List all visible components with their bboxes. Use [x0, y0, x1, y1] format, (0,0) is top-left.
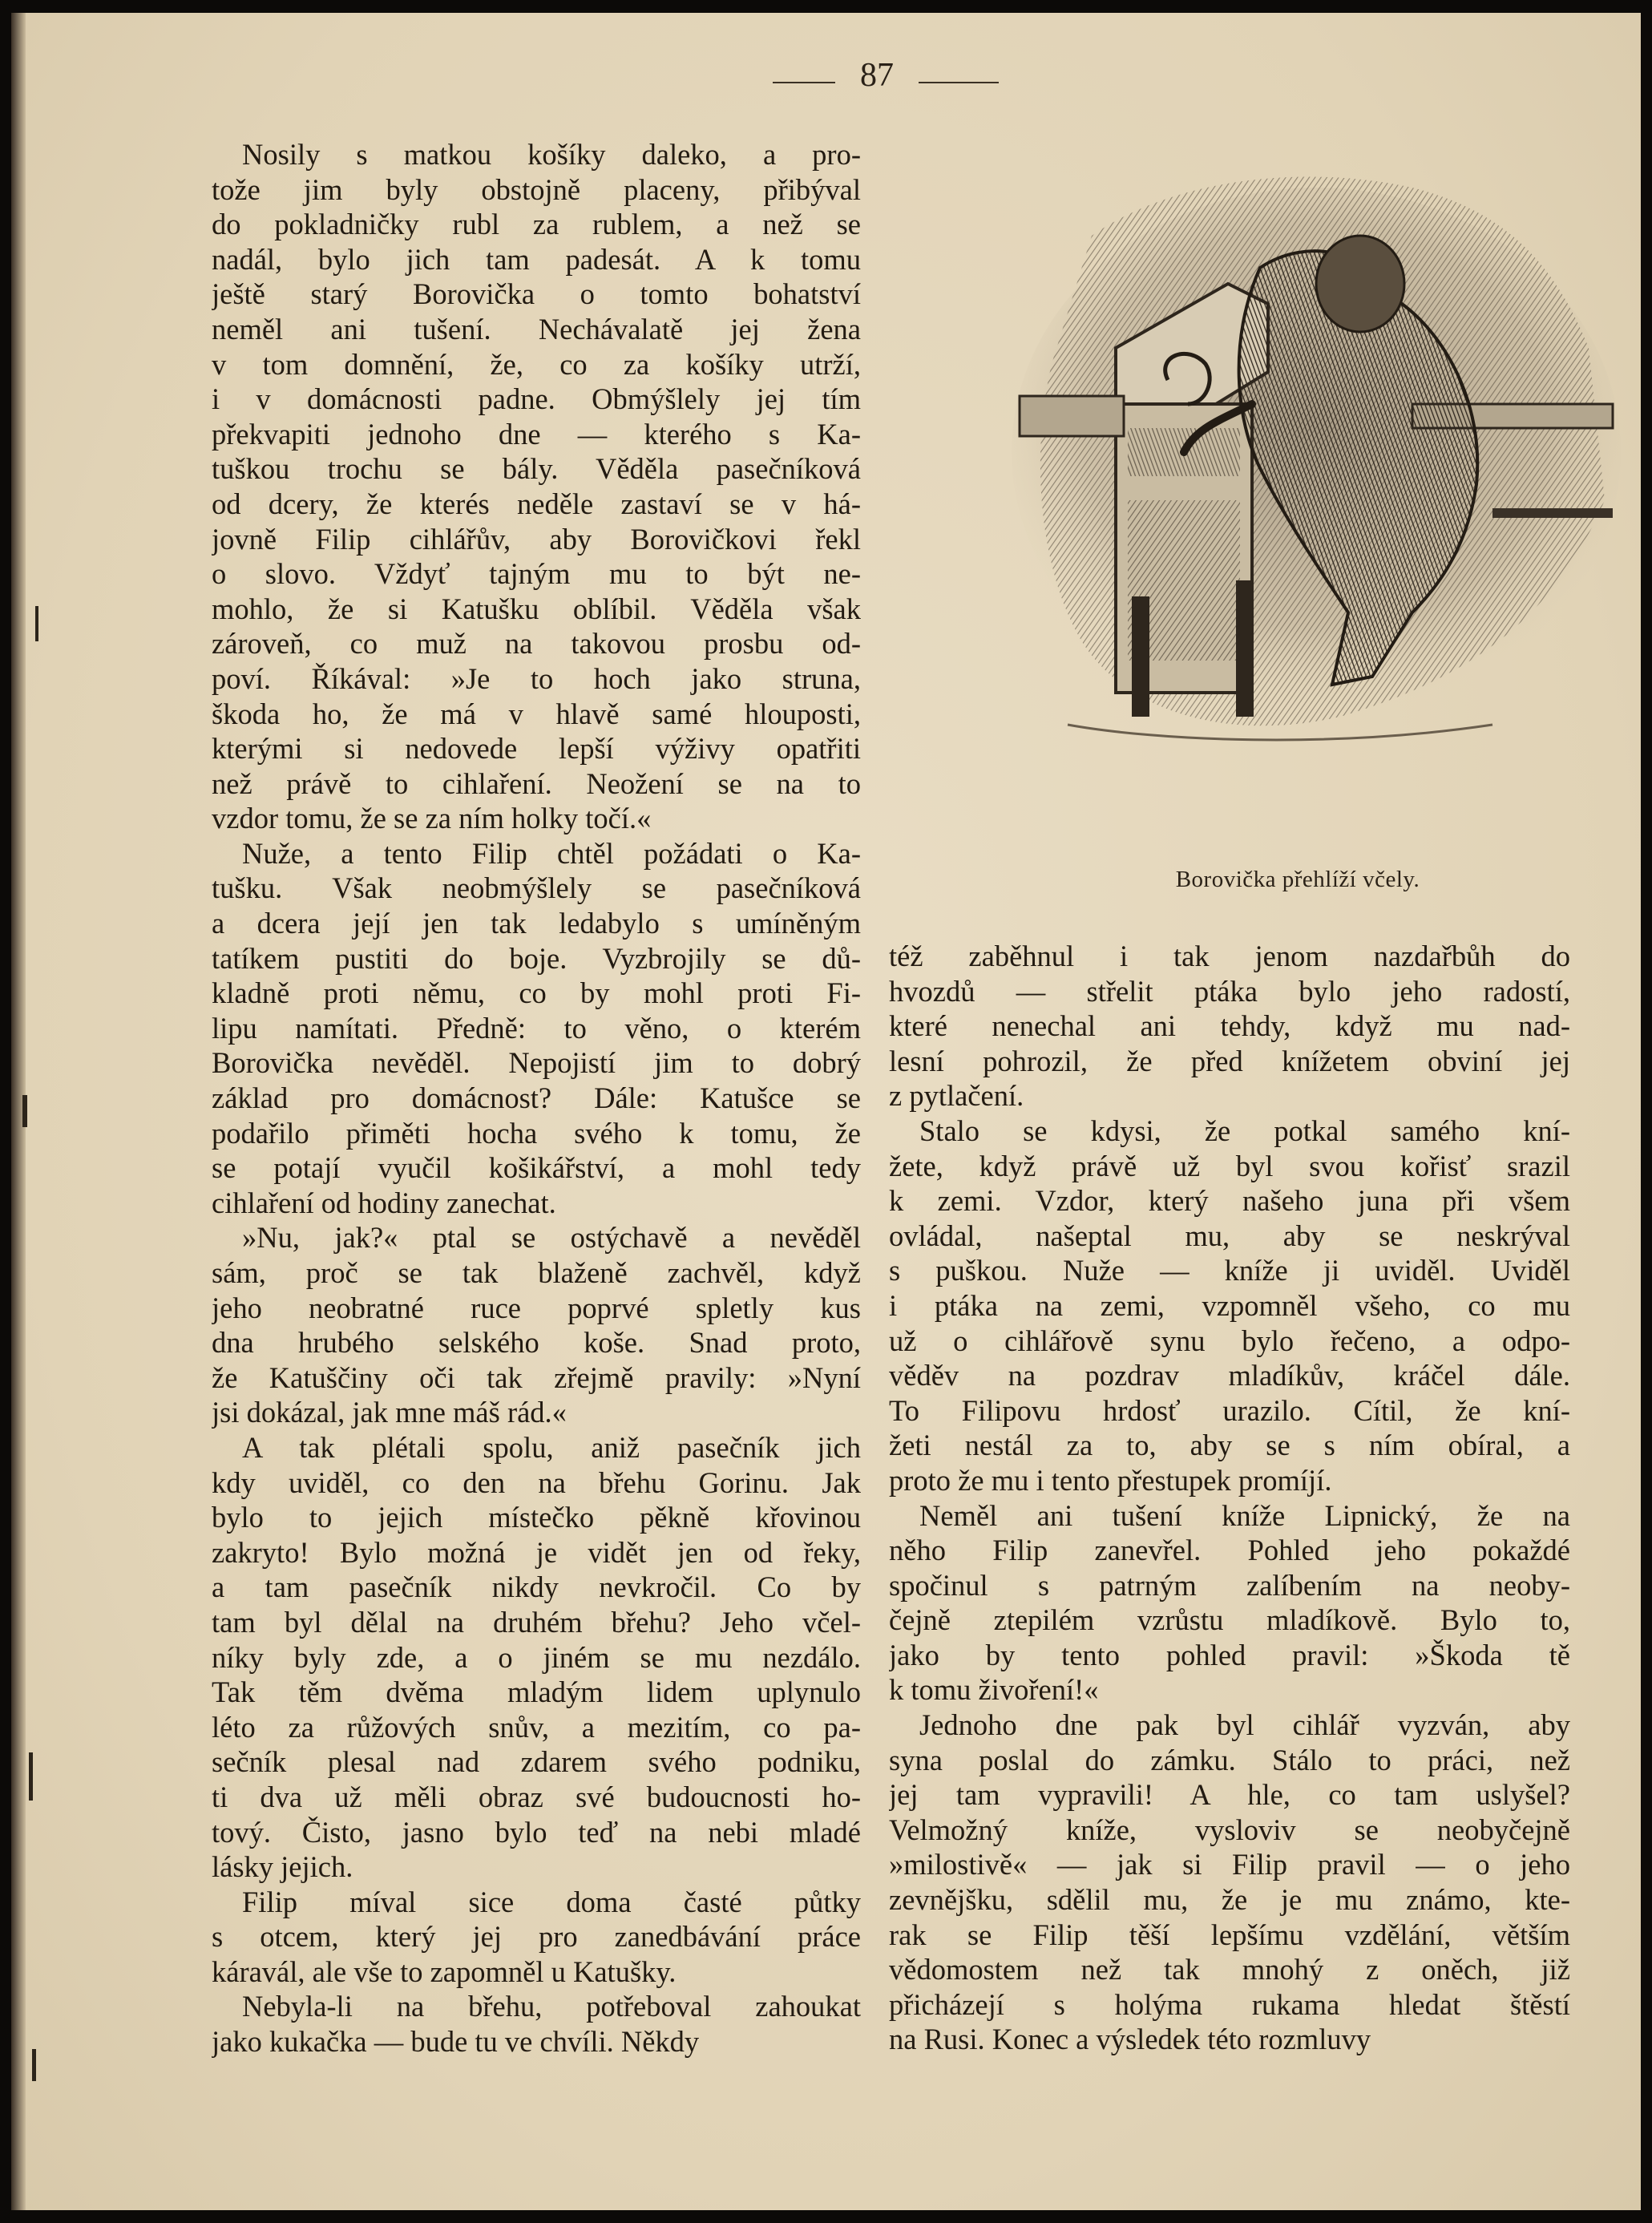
text-line: jako kukačka — bude tu ve chvíli. Někdy: [212, 2025, 700, 2059]
text-line: »Nu, jak?« ptal se ostýchavě a nevěděl: [242, 1221, 861, 1255]
text-line: škoda ho, že má v hlavě samé hlouposti,: [212, 697, 861, 730]
margin-speck: [22, 1095, 27, 1127]
text-line: To Filipovu hrdosť urazilo. Cítil, že kní-: [889, 1393, 1570, 1427]
text-line: základ pro domácnost? Dále: Katušce se: [212, 1081, 861, 1115]
text-line: kladně proti němu, co by mohl proti Fi-: [212, 976, 861, 1010]
text-line: poví. Říkával: »Je to hoch jako struna,: [212, 661, 861, 695]
text-line: zakryto! Bylo možná je vidět jen od řeky,: [212, 1535, 861, 1569]
header-rule-left: [773, 82, 835, 83]
text-line: o slovo. Vždyť tajným mu to být ne-: [212, 557, 861, 591]
text-line: žeti nestál za to, aby se s ním obíral, a: [889, 1429, 1570, 1462]
text-line: jsi dokázal, jak mne máš rád.«: [212, 1396, 567, 1429]
text-line: tam byl dělal na druhém břehu? Jeho včel-: [212, 1605, 861, 1639]
text-line: Neměl ani tušení kníže Lipnický, že na: [919, 1498, 1570, 1532]
text-line: tušku. Však neobmýšlely se pasečníková: [212, 871, 861, 905]
text-line: tový. Čisto, jasno bylo teď na nebi mladé: [212, 1815, 861, 1849]
text-line: Velmožný kníže, vysloviv se neobyčejně: [889, 1813, 1570, 1846]
text-line: tože jim byly obstojně placeny, přibýval: [212, 172, 861, 206]
text-line: kterými si nedovede lepší výživy opatřiti: [212, 732, 861, 766]
text-line: že Katuščiny oči tak zřejmě pravily: »Nyní: [212, 1360, 861, 1394]
text-line: rak se Filip těší lepšímu vzdělání, větším: [889, 1918, 1570, 1951]
text-line: od dcery, že kterés neděle zastaví se v há-: [212, 487, 861, 520]
text-line: se potají vyučil košikářství, a mohl tedy: [212, 1151, 861, 1185]
text-line: jovně Filip cihlářův, aby Borovičkovi řekl: [212, 522, 861, 556]
text-line: v tom domnění, že, co za košíky utrží,: [212, 347, 861, 381]
text-line: kdy uviděl, co den na břehu Gorinu. Jak: [212, 1465, 861, 1499]
text-line: s otcem, který jej pro zanedbávání práce: [212, 1920, 861, 1954]
page-number: 87: [860, 57, 894, 94]
text-line: Nebyla-li na břehu, potřeboval zahoukat: [242, 1990, 861, 2023]
text-line: jej tam vypravili! A hle, co tam uslyšel?: [889, 1778, 1570, 1812]
text-line: tatíkem pustiti do boje. Vyzbrojily se dů-: [212, 941, 861, 975]
book-page: [11, 13, 1641, 2210]
figure-caption: Borovička přehlíží včely.: [1175, 867, 1420, 892]
right-text-column: [889, 939, 1570, 2057]
text-line: a dcera její jen tak ledabylo s umíněným: [212, 907, 861, 940]
text-line: a tam pasečník nikdy nevkročil. Co by: [212, 1570, 861, 1604]
text-line: spočinul s patrným zalíbením na neoby-: [889, 1568, 1570, 1602]
text-line: k tomu živoření!«: [889, 1673, 1099, 1707]
text-line: neměl ani tušení. Nechávalatě jej žena: [212, 312, 861, 346]
page-header: [749, 56, 1005, 104]
text-line: nadál, bylo jich tam padesát. A k tomu: [212, 242, 861, 276]
text-line: už o cihlářově synu bylo řečeno, a odpo-: [889, 1324, 1570, 1357]
text-line: z pytlačení.: [889, 1079, 1024, 1113]
margin-speck: [32, 2049, 36, 2081]
text-line: na Rusi. Konec a výsledek této rozmluvy: [889, 2023, 1371, 2056]
text-line: Jednoho dne pak byl cihlář vyzván, aby: [919, 1708, 1570, 1742]
text-line: jeho neobratné ruce poprvé spletly kus: [212, 1291, 861, 1324]
text-line: i ptáka na zemi, vzpomněl všeho, co mu: [889, 1288, 1570, 1322]
text-line: věděv na pozdrav mladíkův, kráčel dále.: [889, 1359, 1570, 1392]
text-line: též zaběhnul i tak jenom nazdařbůh do: [889, 940, 1570, 972]
text-line: tuškou trochu se bály. Věděla pasečníková: [212, 452, 861, 486]
text-line: vzdor tomu, že se za ním holky točí.«: [212, 802, 652, 835]
text-line: jako by tento pohled pravil: »Škoda tě: [889, 1638, 1570, 1671]
text-line: překvapiti jednoho dne — kterého s Ka-: [212, 417, 861, 451]
text-line: podařilo přiměti hocha svého k tomu, že: [212, 1116, 861, 1150]
text-line: ti dva už měli obraz své budoucnosti ho-: [212, 1780, 861, 1813]
text-line: Nuže, a tento Filip chtěl požádati o Ka-: [242, 836, 861, 870]
text-line: zevnějšku, sdělil mu, že je mu známo, kte-: [889, 1883, 1570, 1917]
text-line: přicházejí s holýma rukama hledat štěstí: [889, 1987, 1570, 2021]
text-line: dna hrubého selského koše. Snad proto,: [212, 1326, 861, 1360]
text-line: s puškou. Nuže — kníže ji uviděl. Uviděl: [889, 1254, 1570, 1287]
engraving-man-at-beehive-illustration: [996, 164, 1629, 781]
text-line: Borovička nevěděl. Nepojistí jim to dobrý: [212, 1046, 861, 1080]
text-line: i v domácnosti padne. Obmýšlely jej tím: [212, 382, 861, 416]
illustration: [996, 164, 1629, 781]
text-line: níky byly zde, a o jiném se mu nezdálo.: [212, 1640, 861, 1674]
text-line: Nosily s matkou košíky daleko, a pro-: [242, 138, 861, 171]
text-line: něho Filip zanevřel. Pohled jeho pokaždé: [889, 1534, 1570, 1567]
text-line: ovládal, našeptal mu, aby se neskrýval: [889, 1219, 1570, 1252]
text-line: Filip míval sice doma časté půtky: [242, 1885, 861, 1918]
text-line: A tak plétali spolu, aniž pasečník jich: [242, 1430, 861, 1464]
text-line: do pokladničky rubl za rublem, a než se: [212, 208, 861, 241]
text-line: vědomostem než tak mnohý z oněch, již: [889, 1953, 1570, 1987]
text-line: mohlo, že si Katušku oblíbil. Věděla však: [212, 592, 861, 625]
text-line: sám, proč se tak blaženě zachvěl, když: [212, 1256, 861, 1289]
text-line: cihlaření od hodiny zanechat.: [212, 1186, 556, 1219]
text-line: lipu namítati. Předně: to věno, o kterém: [212, 1011, 861, 1045]
text-line: sečník plesal nad zdarem svého podniku,: [212, 1745, 861, 1779]
header-rule-right: [919, 82, 999, 83]
text-line: ještě starý Borovička o tomto bohatství: [212, 277, 861, 311]
text-line: »milostivě« — jak si Filip pravil — o jeho: [889, 1848, 1570, 1881]
left-text-column: [212, 137, 861, 2059]
text-line: káravál, ale vše to zapomněl u Katušky.: [212, 1954, 677, 1988]
text-line: syna poslal do zámku. Stálo to práci, než: [889, 1743, 1570, 1776]
margin-speck: [35, 606, 38, 641]
text-line: k zemi. Vzdor, který našeho juna při všem: [889, 1184, 1570, 1218]
text-line: lesní pohrozil, že před knížetem obviní jej: [889, 1044, 1570, 1077]
text-line: které nenechal ani tehdy, když mu nad-: [889, 1009, 1570, 1043]
text-line: zároveň, co muž na takovou prosbu od-: [212, 627, 861, 661]
text-line: proto že mu i tento přestupek promíjí.: [889, 1463, 1332, 1497]
text-line: než právě to cihlaření. Neožení se na to: [212, 766, 861, 800]
text-line: hvozdů — střelit ptáka bylo jeho radostí,: [889, 974, 1570, 1008]
margin-speck: [29, 1752, 33, 1801]
text-line: Stalo se kdysi, že potkal samého kní-: [919, 1114, 1570, 1147]
text-line: čejně ztepilém vzrůstu mladíkově. Bylo to,: [889, 1603, 1570, 1637]
text-line: léto za růžových snův, a mezitím, co pa-: [212, 1710, 861, 1744]
text-line: lásky jejich.: [212, 1850, 353, 1884]
text-line: žete, když právě už byl svou kořisť srazil: [889, 1149, 1570, 1182]
text-line: bylo to jejich místečko pěkně křovinou: [212, 1501, 861, 1534]
text-line: Tak těm dvěma mladým lidem uplynulo: [212, 1675, 861, 1709]
